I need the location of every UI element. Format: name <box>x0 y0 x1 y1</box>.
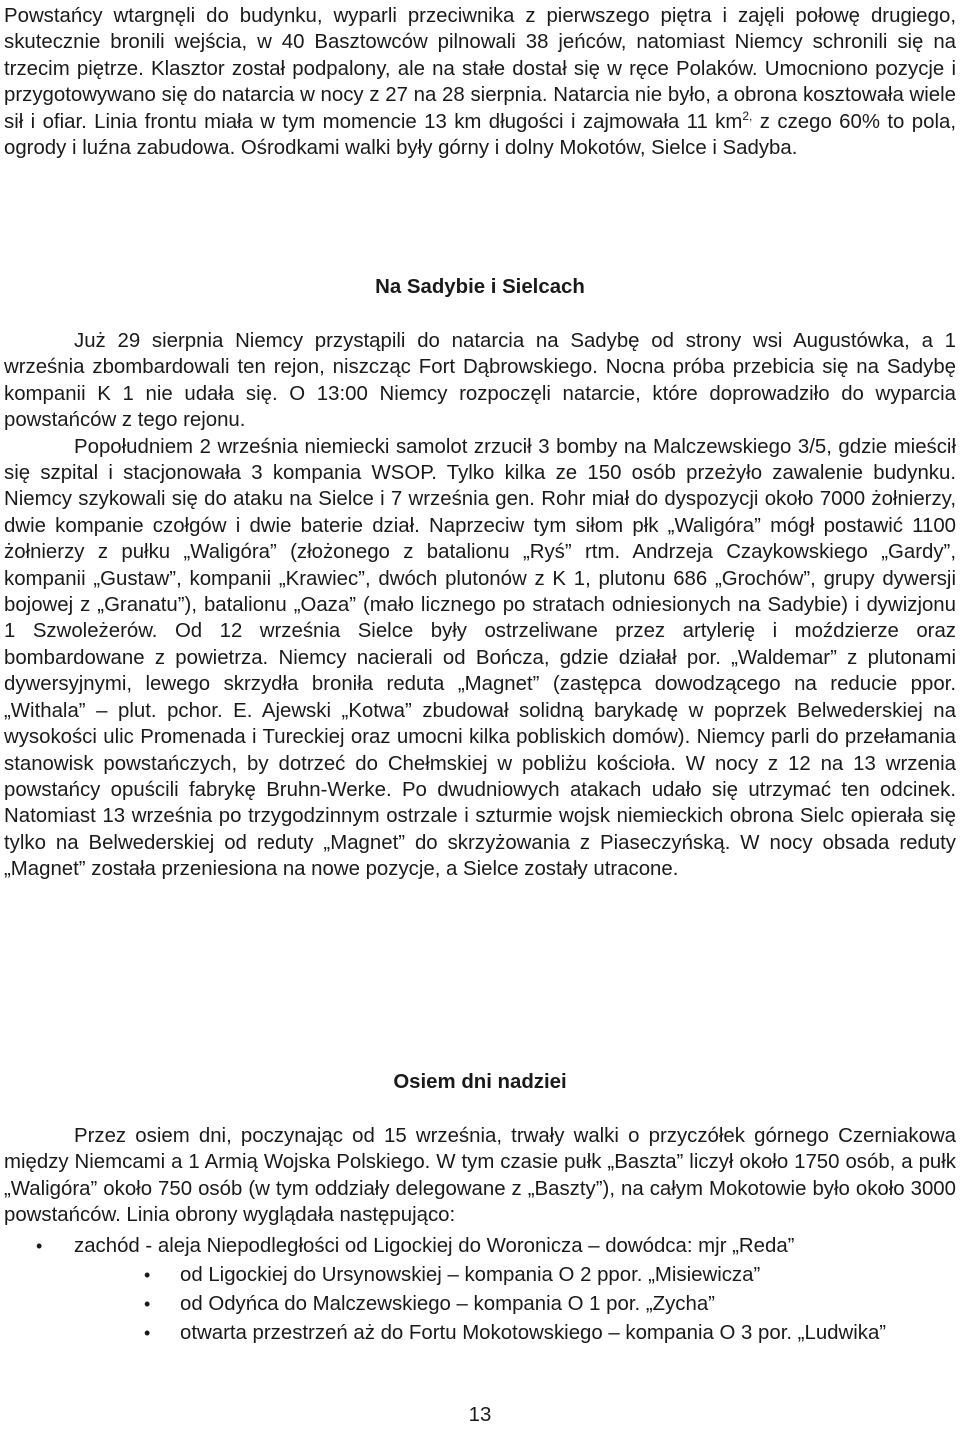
section-heading-sadyba: Na Sadybie i Sielcach <box>375 276 585 298</box>
sub-list <box>74 1261 956 1348</box>
paragraph: Przez osiem dni, poczynając od 15 września, trwały walki o przyczółek górnego Czerniakowa między Niemcami a 1 Armią Wojska Polskiego. W tym czasie pułk „Baszta” liczył około 1750 osób, a pułk „Waligóra” około 750 osób (w tym oddziały delegowane z „Baszty”), na całym Mokotowie było około 3000 powstańców. Linia obrony wyglądała następująco: <box>4 1125 956 1227</box>
paragraph: Już 29 sierpnia Niemcy przystąpili do natarcia na Sadybę od strony wsi Augustówka, a 1 września zbombardowali ten rejon, niszcząc Fort Dąbrowskiego. Nocna próba przebicia się na Sadybę kompanii K 1 nie udała się. O 13:00 Niemcy rozpoczęli natarcie, które doprowadziło do wyparcia powstańców z tego rejonu. <box>4 330 956 432</box>
defense-line-list <box>4 1232 956 1348</box>
sub-list-item <box>74 1261 956 1290</box>
intro-paragraph <box>4 3 956 161</box>
intro-superscript: 2, <box>742 108 753 123</box>
section-body-osiem <box>4 1123 956 1348</box>
intro-text-part1: Powstańcy wtargnęli do budynku, wyparli przeciwnika z pierwszego piętra i zajęli połowę drugiego, skutecznie bronili wejścia, w 40 Basztowców pilnowali 38 jeńców, natomiast Niemcy schronili się na trzecim piętrze. Klasztor został podpalony, ale na stałe dostał się w ręce Polaków. Umocniono pozycje i przygotowywano się do natarcia w nocy z 27 na 28 sierpnia. Natarcia nie było, a obrona kosztowała wiele sił i ofiar. Linia frontu miała w tym momencie 13 km długości i zajmowała 11 km <box>4 5 956 133</box>
sub-list-item <box>74 1319 956 1348</box>
section-heading-osiem: Osiem dni nadziei <box>393 1071 567 1093</box>
bullet-icon: • <box>144 1322 151 1343</box>
sub-list-item-text: od Ligockiej do Ursynowskiej – kompania O 2 ppor. „Misiewicza” <box>180 1263 761 1286</box>
section-body-sadyba <box>4 328 956 883</box>
sub-list-item-text: od Odyńca do Malczewskiego – kompania O 1 por. „Zycha” <box>180 1292 715 1315</box>
sub-list-item-text: otwarta przestrzeń aż do Fortu Mokotowskiego – kompania O 3 por. „Ludwika” <box>180 1321 887 1344</box>
list-item <box>4 1232 956 1348</box>
sub-list-item <box>74 1290 956 1319</box>
bullet-icon: • <box>144 1293 151 1314</box>
bullet-icon: • <box>144 1264 151 1285</box>
page-number: 13 <box>468 1404 492 1426</box>
intro-text-part2: z czego 60% to pola, ogrody i luźna zabudowa. Ośrodkami walki były górny i dolny Mokotów, Sielce i Sadyba. <box>4 110 957 160</box>
bullet-icon: • <box>36 1235 43 1256</box>
list-item-text: zachód - aleja Niepodległości od Ligockiej do Woronicza – dowódca: mjr „Reda” <box>74 1234 795 1257</box>
paragraph: Popołudniem 2 września niemiecki samolot zrzucił 3 bomby na Malczewskiego 3/5, gdzie mieścił się szpital i stacjonowała 3 kompania WSOP. Tylko kilka ze 150 osób przeżyło zawalenie budynku. Niemcy szykowali się do ataku na Sielce i 7 września gen. Rohr miał do dyspozycji około 7000 żołnierzy, dwie kompanie czołgów i dwie baterie dział. Naprzeciw tym siłom płk „Waligóra” mógł postawić 1100 żołnierzy z pułku „Waligóra” (złożonego z batalionu „Ryś” rtm. Andrzeja Czaykowskiego „Gardy”, kompanii „Gustaw”, kompanii „Krawiec”, dwóch plutonów z K 1, plutonu 686 „Grochów”, grupy dywersji bojowej z „Granatu”), batalionu „Oaza” (mało licznego po stratach odniesionych na Sadybie) i dywizjonu 1 Szwoleżerów. Od 12 września Sielce były ostrzeliwane przez artylerię i moździerze oraz bombardowane z powietrza. Niemcy nacierali od Bończa, gdzie działał por. „Waldemar” z plutonami dywersyjnymi, lewego skrzydła broniła reduta „Magnet” (zastępca dowodzącego na reducie ppor. „Withala” – plut. pchor. E. Ajewski „Kotwa” zbudował solidną barykadę w poprzek Belwederskiej na wysokości ulic Promenada i Tureckiej oraz umocni kilka pobliskich domów). Niemcy parli do przełamania stanowisk powstańczych, by dotrzeć do Chełmskiej w pobliżu kościoła. W nocy z 12 na 13 wrzenia powstańcy opuścili fabrykę Bruhn-Werke. Po dwudniowych atakach udało się utrzymać ten odcinek. Natomiast 13 września po trzygodzinnym ostrzale i szturmie wojsk niemieckich obrona Sielc opierała się tylko na Belwederskiej od reduty „Magnet” do skrzyżowania z Piaseczyńską. W nocy obsada reduty „Magnet” została przeniesiona na nowe pozycje, a Sielce zostały utracone. <box>4 435 956 881</box>
